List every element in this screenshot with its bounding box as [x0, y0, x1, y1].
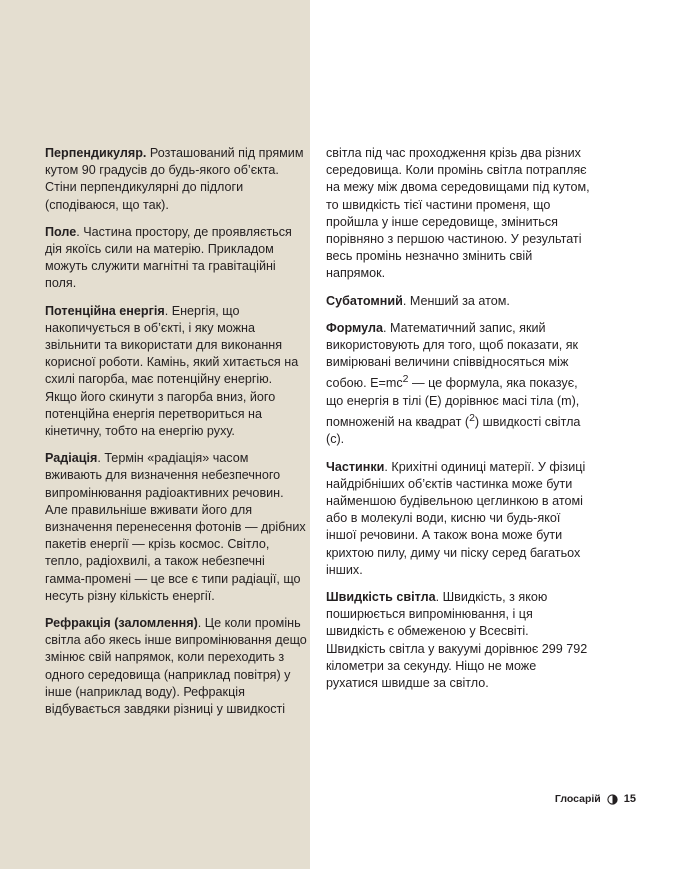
glossary-term: Субатомний — [326, 293, 403, 308]
glossary-definition: . Енергія, що накопичується в об’єкті, і яку можна звільнити та використати для виконання корисної роботи. Камінь, який хитається на схилі пагорба, має потенційну енергію. Якщо його скинути з пагорба вниз, його потенційна енергія перетвориться на кінетичну, тобто на енергію руху. — [45, 303, 299, 439]
half-moon-icon — [607, 794, 618, 805]
glossary-entry-formula — [326, 320, 590, 449]
page-number: 15 — [623, 793, 636, 805]
glossary-entry-particles — [326, 459, 590, 579]
glossary-entry-perpendicular — [45, 145, 307, 214]
glossary-definition-part: ) швидкості світла (c). — [326, 415, 581, 447]
footer-section-title: Глосарій — [554, 793, 601, 805]
page-footer — [555, 793, 636, 805]
glossary-definition: . Частина простору, де проявляється дія якоїсь сили на матерію. Прикладом можуть служити магнітні та гравітаційні поля. — [45, 224, 292, 291]
glossary-definition: . Математичний запис, який використовують для того, щоб показати, як вимірювані величини співвідносяться між собою. E=mc — [326, 320, 579, 391]
glossary-term: Формула — [326, 320, 383, 335]
glossary-definition: Розташований під прямим кутом 90 градусів до будь-якого об’єкта. Стіни перпендикулярні до підлоги (сподіваюся, що так). — [45, 146, 304, 212]
glossary-entry-speed-of-light — [326, 589, 590, 692]
glossary-left-column — [45, 145, 307, 728]
glossary-entry-refraction — [45, 615, 307, 718]
superscript: 2 — [469, 412, 475, 425]
glossary-entry-refraction-continued: світла під час проходження крізь два різних середовища. Коли промінь світла потрапляє на межу між двома середовищами під кутом, то швидкість тієї частини променя, що пройшла у інше середовище, зміниться порівняно з першою частиною. У результаті весь промінь незначно змінить свій напрямок. — [326, 146, 590, 281]
superscript: 2 — [402, 373, 409, 386]
glossary-right-column — [326, 145, 590, 702]
glossary-entry-potential-energy — [45, 303, 307, 441]
glossary-definition: . Швидкість, з якою поширюється випромінювання, і ця швидкість є обмеженою у Всесвіті. Швидкість світла у вакуумі дорівнює 299 792 кілометри за секунду. Ніщо не може рухатися швидше за світло. — [326, 590, 588, 691]
glossary-definition: . Це коли промінь світла або якесь інше випромінювання дещо змінює свій напрямок, коли переходить з одного середовища (наприклад повітря) у інше (наприклад воду). Рефракція відбувається завдяки різниці у швидкості — [45, 616, 307, 717]
glossary-definition: . Менший за атом. — [402, 293, 510, 308]
glossary-term: Рефракція (заломлення) — [45, 616, 198, 631]
glossary-entry-subatomic — [326, 293, 590, 310]
glossary-definition-part: — це формула, яка показує, що енергія в тілі (E) дорівнює масі тіла (m), помноженій на квадрат ( — [326, 376, 580, 430]
glossary-term: Радіація — [45, 451, 98, 466]
glossary-definition: . Термін «радіація» часом вживають для визначення небезпечного випромінювання радіоактивних речовин. Але правильніше вживати його для визначення перенесення фотонів — дрібних пакетів енергії — крізь космос. Світло, тепло, радіохвилі, а також небезпечні гамма-промені — це все є типи радіації, що несуть різну кількість енергії. — [45, 451, 306, 603]
glossary-entry-field — [45, 224, 307, 293]
glossary-term: Поле — [45, 224, 77, 239]
glossary-term: Перпендикуляр. — [45, 146, 147, 160]
glossary-entry-radiation — [45, 450, 307, 605]
glossary-term: Потенційна енергія — [45, 303, 165, 318]
glossary-term: Частинки — [326, 459, 385, 474]
glossary-term: Швидкість світла — [326, 590, 436, 605]
glossary-definition: . Крихітні одиниці матерії. У фізиці найдрібніших об’єктів частинка може бути найменшою будівельною цеглинкою в атомі або в молекулі води, кисню чи будь-якої іншої речовини. А також вона може бути крихтою пилу, диму чи піску серед багатьох інших. — [326, 459, 586, 577]
